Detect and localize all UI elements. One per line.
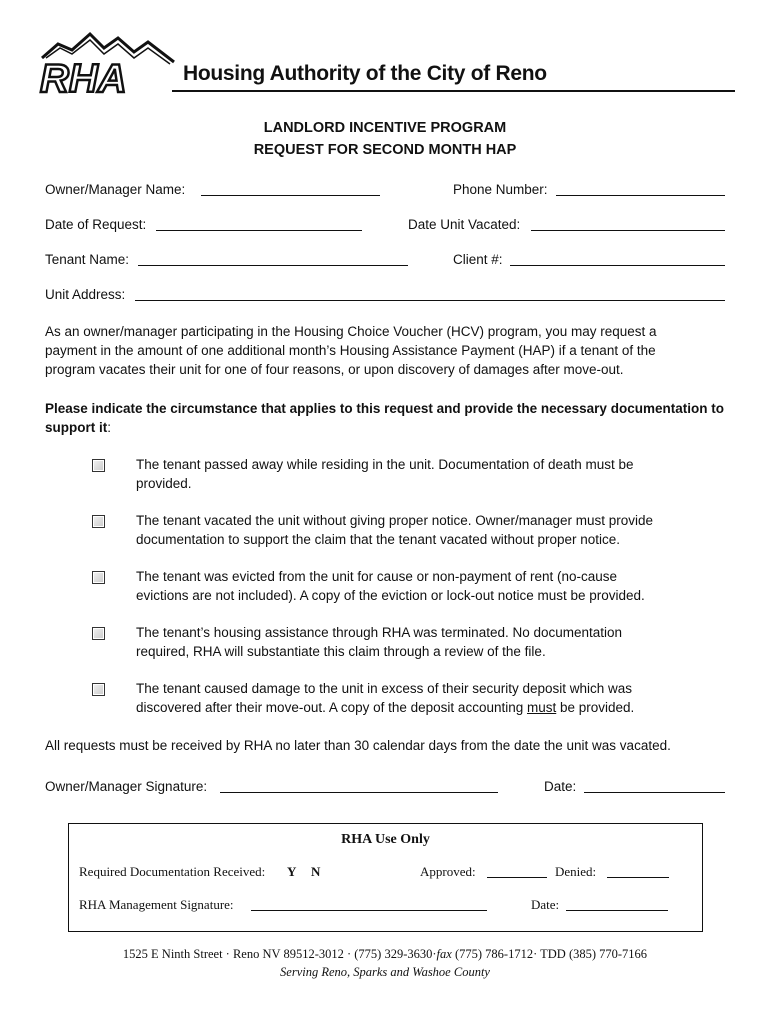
header-rule [172, 90, 735, 92]
option-damage-line1: The tenant caused damage to the unit in excess of their security deposit which was [136, 681, 633, 696]
denied-label: Denied: [555, 864, 597, 879]
date-of-request-label: Date of Request: [45, 217, 147, 232]
option-damage-must: must [526, 700, 557, 715]
option-evicted-text [136, 568, 696, 605]
footer-address [0, 947, 770, 962]
option-evicted-line2: evictions are not included). A copy of the eviction or lock-out notice must be provided. [136, 588, 645, 603]
date-unit-vacated-label: Date Unit Vacated: [408, 217, 521, 232]
date-unit-vacated-field[interactable] [531, 230, 725, 231]
deadline-notice: All requests must be received by RHA no later than 30 calendar days from the date the unit was vacated. [45, 738, 671, 753]
option-terminated-line2: required, RHA will substantiate this claim through a review of the file. [136, 644, 546, 659]
option-deceased-line2: provided. [136, 476, 192, 491]
phone-number-field[interactable] [556, 195, 725, 196]
option-evicted-line1: The tenant was evicted from the unit for cause or non-payment of rent (no-cause [136, 569, 618, 584]
required-docs-no[interactable]: N [311, 864, 321, 879]
denied-field[interactable] [607, 877, 669, 878]
tenant-name-field[interactable] [138, 265, 408, 266]
mgmt-date-field[interactable] [566, 910, 668, 911]
required-docs-yes[interactable]: Y [287, 864, 297, 879]
logo-text: RHA [40, 57, 127, 98]
owner-manager-name-field[interactable] [201, 195, 380, 196]
option-deceased-line1: The tenant passed away while residing in the unit. Documentation of death must be [136, 457, 634, 472]
tenant-name-label: Tenant Name: [45, 252, 130, 267]
option-deceased-text [136, 456, 696, 493]
rha-use-only-heading: RHA Use Only [341, 832, 430, 847]
option-damage-checkbox[interactable] [92, 683, 105, 696]
unit-address-label: Unit Address: [45, 287, 126, 302]
unit-address-field[interactable] [135, 300, 725, 301]
intro-line1: As an owner/manager participating in the Housing Choice Voucher (HCV) program, you may request a [45, 324, 657, 339]
instruction-line1: Please indicate the circumstance that applies to this request and provide the necessary documentation to [45, 401, 724, 416]
owner-signature-label: Owner/Manager Signature: [45, 779, 208, 794]
client-number-field[interactable] [510, 265, 725, 266]
option-deceased-checkbox[interactable] [92, 459, 105, 472]
intro-line2: payment in the amount of one additional month’s Housing Assistance Payment (HAP) if a tenant of the [45, 343, 656, 358]
client-number-label: Client #: [453, 252, 503, 267]
rha-logo [38, 28, 178, 98]
owner-manager-name-label: Owner/Manager Name: [45, 182, 186, 197]
phone-number-label: Phone Number: [453, 182, 548, 197]
approved-label: Approved: [420, 864, 476, 879]
instruction-colon: : [107, 420, 112, 435]
approved-field[interactable] [487, 877, 547, 878]
option-no-notice-line2: documentation to support the claim that the tenant vacated without proper notice. [136, 532, 621, 547]
form-title-line2: REQUEST FOR SECOND MONTH HAP [253, 142, 517, 158]
option-terminated-text [136, 624, 696, 661]
form-title-line1: LANDLORD INCENTIVE PROGRAM [263, 120, 507, 136]
signature-date-label: Date: [544, 779, 577, 794]
option-no-notice-line1: The tenant vacated the unit without giving proper notice. Owner/manager must provide [136, 513, 654, 528]
option-terminated-checkbox[interactable] [92, 627, 105, 640]
organization-name: Housing Authority of the City of Reno [183, 62, 547, 85]
option-damage-text [136, 680, 696, 717]
mgmt-signature-label: RHA Management Signature: [79, 897, 234, 912]
option-evicted-checkbox[interactable] [92, 571, 105, 584]
instruction-line2 [45, 419, 725, 437]
signature-date-field[interactable] [584, 792, 725, 793]
owner-signature-field[interactable] [220, 792, 498, 793]
option-damage-line2-pre: discovered after their move-out. A copy of the deposit accounting [136, 700, 527, 715]
intro-line3: program vacates their unit for one of four reasons, or upon discovery of damages after move-out. [45, 362, 624, 377]
option-terminated-line1: The tenant’s housing assistance through RHA was terminated. No documentation [136, 625, 623, 640]
option-no-notice-checkbox[interactable] [92, 515, 105, 528]
option-damage-line2-post: be provided. [556, 700, 635, 715]
mgmt-signature-field[interactable] [251, 910, 487, 911]
option-no-notice-text [136, 512, 696, 549]
footer-address-pre: 1525 E Ninth Street · Reno NV 89512-3012 · (775) 329-3630· [122, 947, 437, 961]
option-damage-line2 [136, 699, 696, 717]
instruction-support-it: support it [45, 420, 108, 435]
footer-fax-label: fax [436, 947, 452, 961]
footer-address-post: (775) 786-1712· TDD (385) 770-7166 [451, 947, 648, 961]
rha-use-only-box [68, 823, 703, 932]
date-of-request-field[interactable] [156, 230, 362, 231]
mgmt-date-label: Date: [531, 897, 560, 912]
footer-tagline: Serving Reno, Sparks and Washoe County [280, 965, 490, 979]
required-docs-label: Required Documentation Received: [79, 864, 266, 879]
